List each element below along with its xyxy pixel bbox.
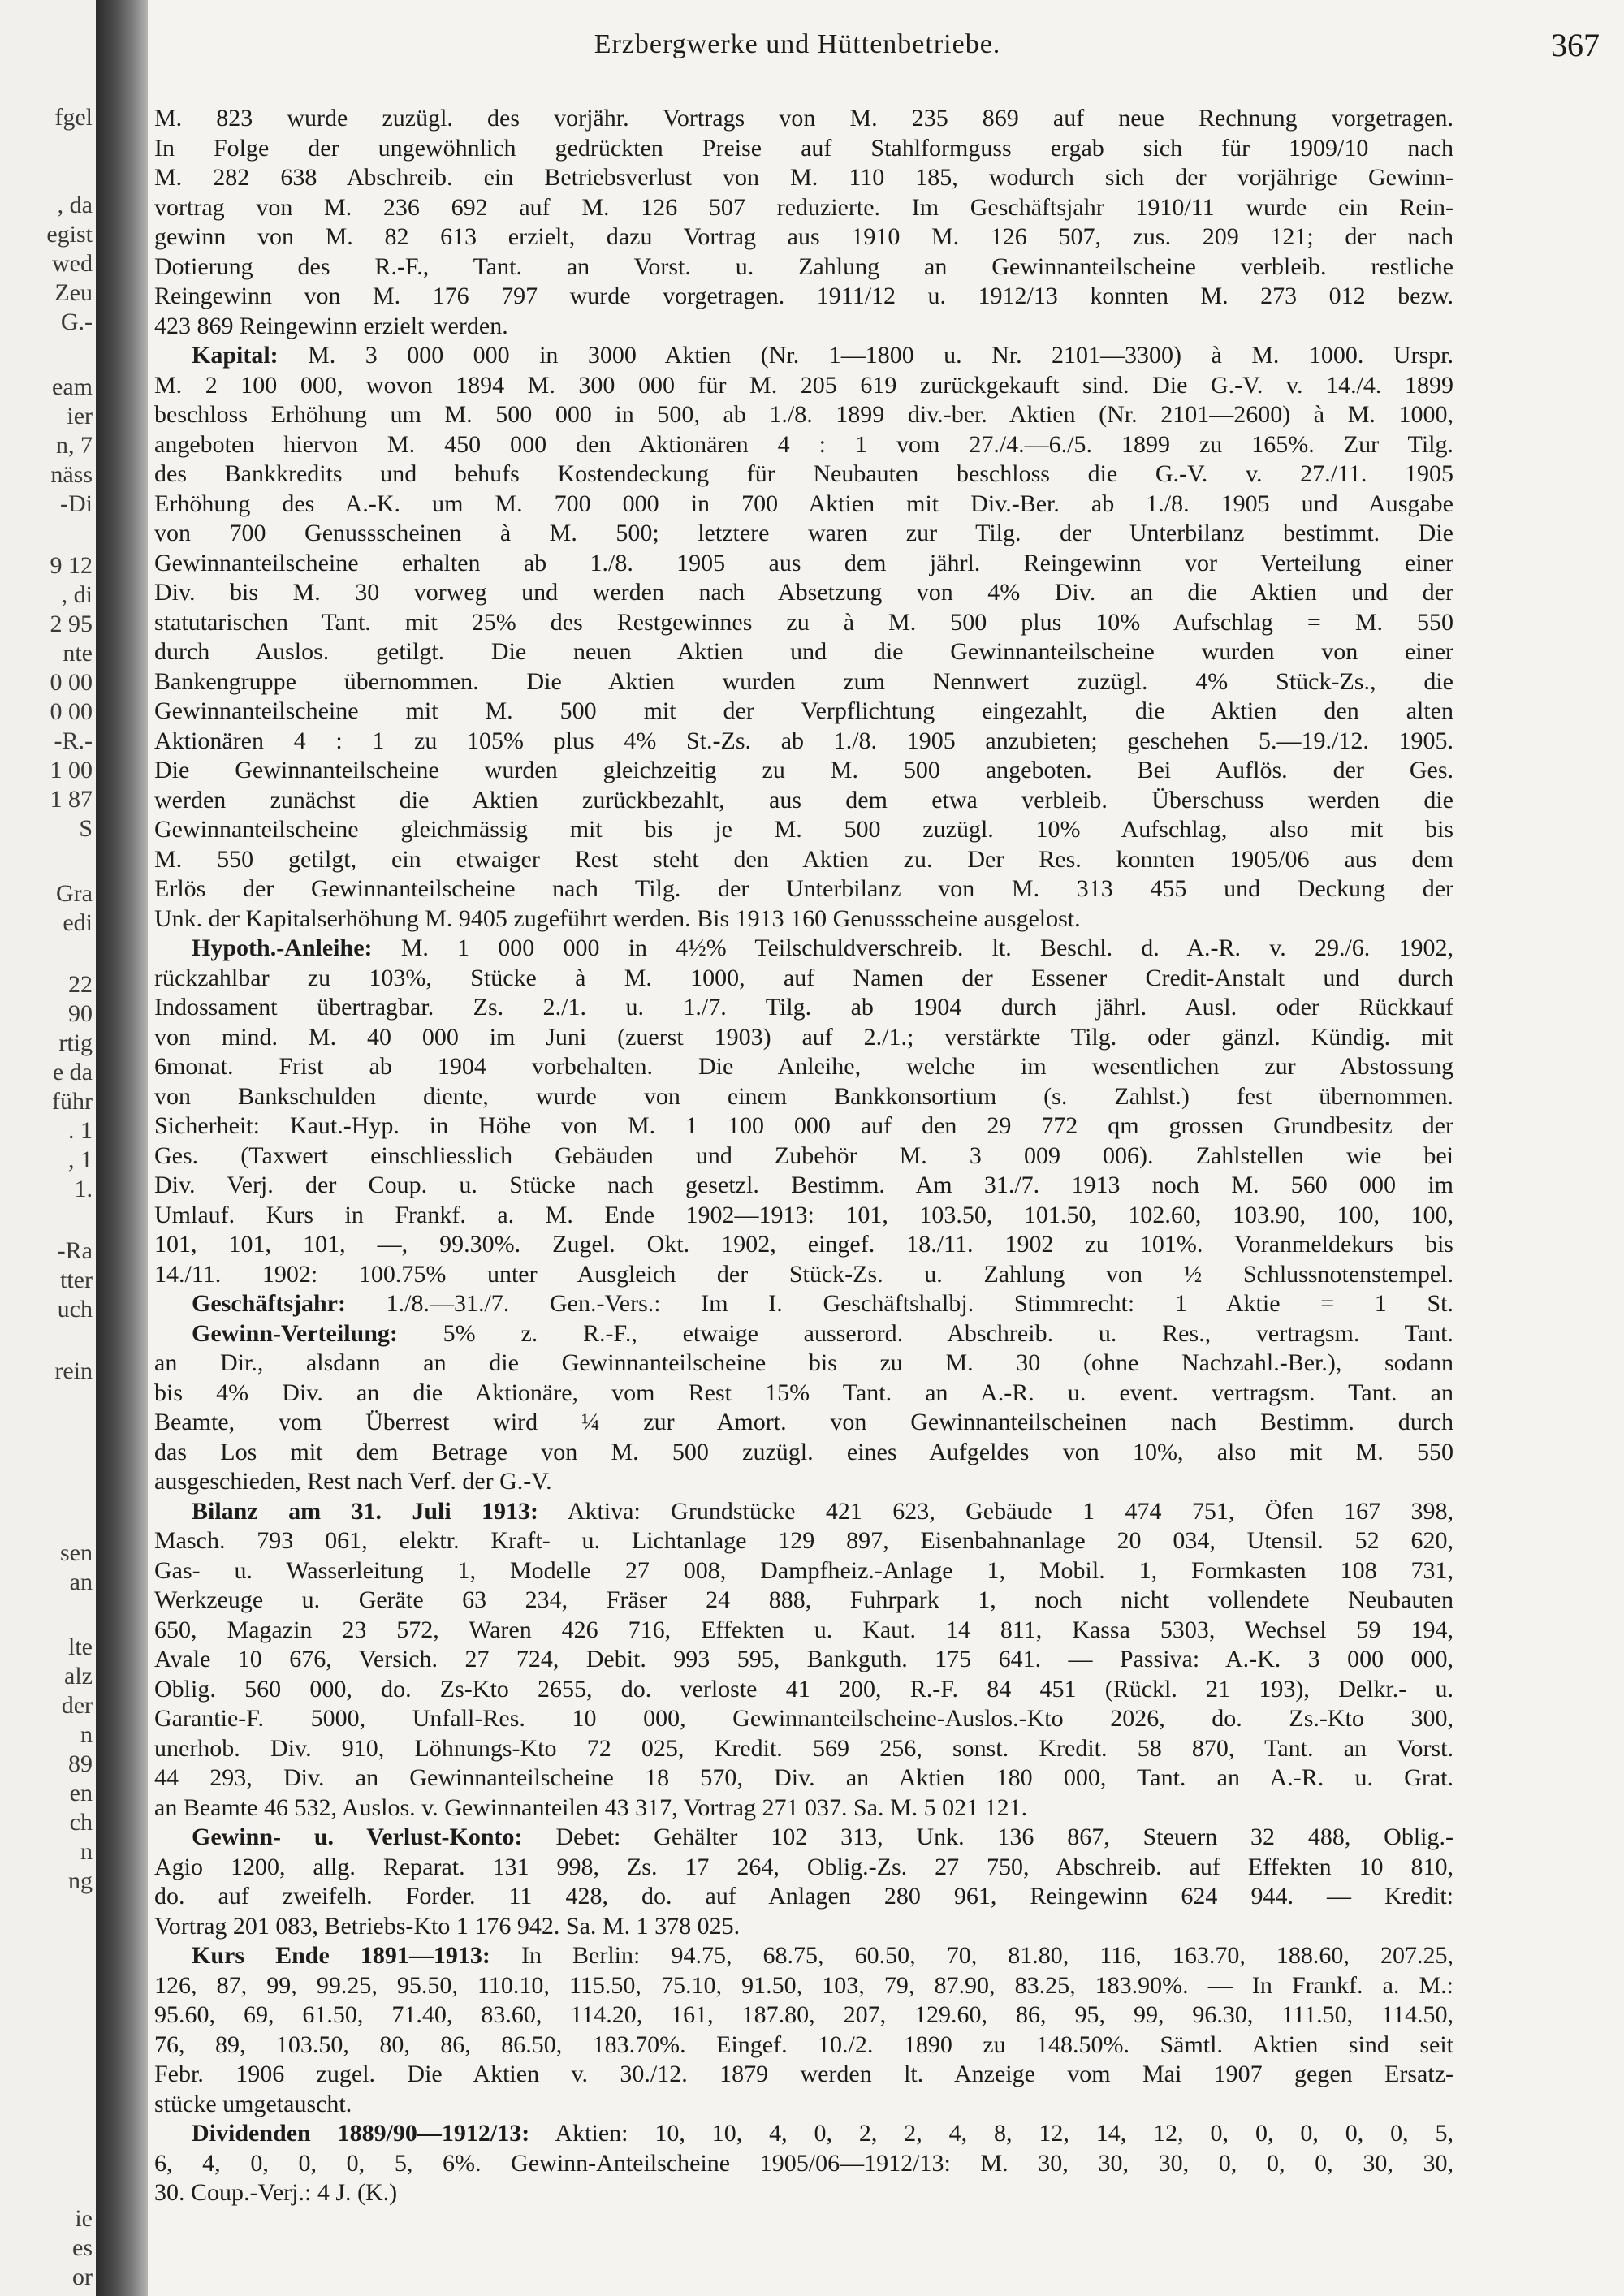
text-line — [154, 1675, 1453, 1705]
text-line — [154, 1971, 1453, 2001]
text-line — [154, 371, 1453, 401]
fragment-text: der — [61, 1692, 93, 1719]
previous-page-fragment — [0, 0, 96, 2296]
line-text: an Beamte 46 532, Auslos. v. Gewinnanteilen 43 317, Vortrag 271 037. Sa. M. 5 021 121. — [154, 1793, 1028, 1821]
section-line — [154, 934, 1453, 964]
line-text: Gewinnanteilscheine gleichmässig mit bis je M. 500 zuzügl. 10% Aufschlag, also mit bis — [154, 816, 1453, 843]
line-text: Div. bis M. 30 vorweg und werden nach Absetzung von 4% Div. an die Aktien und der — [154, 579, 1453, 606]
text-line — [154, 1645, 1453, 1675]
fragment-text: 2 95 — [50, 611, 93, 637]
text-line — [154, 1586, 1453, 1616]
line-text: Garantie-F. 5000, Unfall-Res. 10 000, Gewinnanteilscheine-Auslos.-Kto 2026, do. Zs.-Kto 300, — [154, 1705, 1453, 1732]
line-text: M. 3 000 000 in 3000 Aktien (Nr. 1—1800 u. Nr. 2101—3300) à M. 1000. Urspr. — [278, 342, 1453, 369]
text-line — [154, 904, 1453, 934]
fragment-text: G.- — [60, 309, 93, 335]
line-text: ausgeschieden, Rest nach Verf. der G.-V. — [154, 1468, 552, 1495]
fragment-text: en — [69, 1780, 93, 1806]
line-text: Aktiva: Grundstücke 421 623, Gebäude 1 474 751, Öfen 167 398, — [538, 1497, 1453, 1525]
running-head: Erzbergwerke und Hüttenbetriebe. — [594, 29, 1001, 59]
text-line — [154, 1734, 1453, 1764]
fragment-text: 0 00 — [50, 669, 93, 696]
line-text: Erlös der Gewinnanteilscheine nach Tilg. der Unterbilanz von M. 313 455 und Deckung der — [154, 875, 1453, 902]
line-text: Aktionären 4 : 1 zu 105% plus 4% St.-Zs. ab 1./8. 1905 anzubieten; geschehen 5.—19./12. 1905. — [154, 727, 1453, 754]
section-heading: Kurs Ende 1891—1913: — [192, 1942, 490, 1969]
text-line — [154, 815, 1453, 845]
text-line — [154, 1467, 1453, 1497]
fragment-text: rtig — [58, 1029, 93, 1056]
text-line — [154, 193, 1453, 223]
fragment-text: tter — [60, 1267, 93, 1293]
text-line — [154, 964, 1453, 994]
section-line — [154, 341, 1453, 371]
fragment-text: , di — [61, 581, 93, 608]
text-line — [154, 490, 1453, 520]
fragment-text: führ — [52, 1088, 93, 1115]
line-text: M. 282 638 Abschreib. ein Betriebsverlust von M. 110 185, wodurch sich der vorjährige Gewinn- — [154, 164, 1453, 191]
line-text: vortrag von M. 236 692 auf M. 126 507 reduzierte. Im Geschäftsjahr 1910/11 wurde ein Rein- — [154, 193, 1453, 221]
line-text: Indossament übertragbar. Zs. 2./1. u. 1./7. Tilg. ab 1904 durch jährl. Ausl. oder Rückkauf — [154, 994, 1453, 1021]
fragment-text: , da — [57, 192, 93, 218]
line-text: do. auf zweifelh. Forder. 11 428, do. auf Anlagen 280 961, Reingewinn 624 944. — Kredit: — [154, 1883, 1453, 1910]
line-text: 1./8.—31./7. Gen.-Vers.: Im I. Geschäftshalbj. Stimmrecht: 1 Aktie = 1 St. — [345, 1290, 1453, 1317]
text-line — [154, 786, 1453, 816]
line-text: In Berlin: 94.75, 68.75, 60.50, 70, 81.80, 116, 163.70, 188.60, 207.25, — [490, 1942, 1453, 1969]
page-number: 367 — [1551, 27, 1600, 63]
text-line — [154, 1349, 1453, 1379]
fragment-text: Zeu — [54, 279, 93, 306]
line-text: Werkzeuge u. Geräte 63 234, Fräser 24 888, Fuhrpark 1, noch nicht vollendete Neubauten — [154, 1586, 1453, 1613]
section-line — [154, 1823, 1453, 1853]
fragment-text: n, 7 — [56, 432, 93, 459]
section-line — [154, 1941, 1453, 1971]
text-line — [154, 1882, 1453, 1912]
fragment-text: n — [80, 1721, 93, 1748]
line-text: Bankengruppe übernommen. Die Aktien wurden zum Nennwert zuzügl. 4% Stück-Zs., die — [154, 667, 1453, 695]
fragment-text: 9 12 — [50, 552, 93, 579]
fragment-text: näss — [50, 461, 93, 488]
line-text: 76, 89, 103.50, 80, 86, 86.50, 183.70%. Eingef. 10./2. 1890 zu 148.50%. Sämtl. Aktien sind seit — [154, 2031, 1453, 2058]
fragment-text: ie — [75, 2205, 93, 2232]
section-line — [154, 2119, 1453, 2149]
section-heading: Gewinn- u. Verlust-Konto: — [192, 1823, 523, 1850]
text-line — [154, 1052, 1453, 1082]
line-text: M. 1 000 000 in 4½% Teilschuldverschreib. lt. Beschl. d. A.-R. v. 29./6. 1902, — [372, 934, 1453, 961]
fragment-text: lte — [68, 1634, 93, 1660]
line-text: 95.60, 69, 61.50, 71.40, 83.60, 114.20, 161, 187.80, 207, 129.60, 86, 95, 99, 96.30, 111.50, 114.50, — [154, 2001, 1453, 2028]
text-line — [154, 252, 1453, 283]
line-text: 44 293, Div. an Gewinnanteilscheine 18 570, Div. an Aktien 180 000, Tant. an A.-R. u. Grat. — [154, 1764, 1453, 1791]
text-line — [154, 1201, 1453, 1231]
text-line — [154, 163, 1453, 193]
text-line — [154, 2090, 1453, 2120]
text-line — [154, 282, 1453, 312]
line-text: statutarischen Tant. mit 25% des Restgewinnes zu à M. 500 plus 10% Aufschlag = M. 550 — [154, 608, 1453, 636]
text-line — [154, 312, 1453, 342]
text-line — [154, 1408, 1453, 1438]
fragment-text: . 1 — [68, 1117, 93, 1144]
line-text: beschloss Erhöhung um M. 500 000 in 500, ab 1./8. 1899 div.-ber. Aktien (Nr. 2101—2600) à M. 1000, — [154, 401, 1453, 428]
line-text: Dotierung des R.-F., Tant. an Vorst. u. Zahlung an Gewinnanteilscheine verbleib. restliche — [154, 252, 1453, 280]
text-line — [154, 1171, 1453, 1201]
text-line — [154, 1111, 1453, 1142]
line-text: M. 2 100 000, wovon 1894 M. 300 000 für M. 205 619 zurückgekauft sind. Die G.-V. v. 14./4. 1899 — [154, 371, 1453, 399]
section-heading: Hypoth.-Anleihe: — [192, 934, 373, 961]
fragment-text: e da — [52, 1059, 93, 1085]
text-line — [154, 2060, 1453, 2090]
line-text: rückzahlbar zu 103%, Stücke à M. 1000, auf Namen der Essener Credit-Anstalt und durch — [154, 964, 1453, 991]
line-text: angeboten hiervon M. 450 000 den Aktionären 4 : 1 vom 27./4.—6./5. 1899 zu 165%. Zur Tilg. — [154, 430, 1453, 458]
line-text: von Bankschulden diente, wurde von einem Bankkonsortium (s. Zahlst.) fest übernommen. — [154, 1082, 1453, 1110]
text-line — [154, 1260, 1453, 1290]
line-text: In Folge der ungewöhnlich gedrückten Preise auf Stahlformguss ergab sich für 1909/10 nach — [154, 134, 1453, 162]
text-line — [154, 1438, 1453, 1468]
line-text: Vortrag 201 083, Betriebs-Kto 1 176 942. Sa. M. 1 378 025. — [154, 1912, 741, 1940]
text-line — [154, 1763, 1453, 1793]
section-heading: Geschäftsjahr: — [192, 1290, 346, 1317]
fragment-text: an — [69, 1569, 93, 1595]
fragment-text: es — [72, 2234, 93, 2261]
fragment-text: eam — [52, 373, 93, 400]
text-line — [154, 104, 1453, 134]
section-heading: Gewinn-Verteilung: — [192, 1319, 398, 1347]
fragment-text: -Di — [60, 490, 93, 517]
line-text: an Dir., alsdann an die Gewinnanteilscheine bis zu M. 30 (ohne Nachzahl.-Ber.), sodann — [154, 1349, 1453, 1376]
text-line — [154, 667, 1453, 697]
fragment-text: 22 — [68, 971, 93, 998]
line-text: Unk. der Kapitalserhöhung M. 9405 zugeführt werden. Bis 1913 160 Genussscheine ausgelost. — [154, 904, 1081, 932]
fragment-text: rein — [54, 1357, 93, 1384]
fragment-text: 0 00 — [50, 698, 93, 725]
section-line — [154, 1497, 1453, 1527]
line-text: Ges. (Taxwert einschliesslich Gebäuden und Zubehör M. 3 009 006). Zahlstellen wie bei — [154, 1142, 1453, 1169]
line-text: werden zunächst die Aktien zurückbezahlt, aus dem etwa verbleib. Überschuss werden die — [154, 786, 1453, 814]
text-line — [154, 1704, 1453, 1734]
text-line — [154, 1023, 1453, 1053]
line-text: 5% z. R.-F., etwaige ausserord. Abschreib. u. Res., vertragsm. Tant. — [397, 1319, 1453, 1347]
line-text: Erhöhung des A.-K. um M. 700 000 in 700 Aktien mit Div.-Ber. ab 1./8. 1905 und Ausgabe — [154, 490, 1453, 517]
text-line — [154, 2149, 1453, 2179]
book-gutter — [96, 0, 148, 2296]
text-line — [154, 1853, 1453, 1883]
fragment-text: ier — [67, 403, 93, 429]
fragment-text: 1 00 — [50, 757, 93, 783]
fragment-text: ch — [69, 1809, 93, 1836]
line-text: gewinn von M. 82 613 erzielt, dazu Vortrag aus 1910 M. 126 507, zus. 209 121; der nach — [154, 223, 1453, 250]
text-line — [154, 400, 1453, 430]
fragment-text: 89 — [68, 1750, 93, 1777]
line-text: 423 869 Reingewinn erzielt werden. — [154, 312, 508, 339]
text-line — [154, 549, 1453, 579]
line-text: 126, 87, 99, 99.25, 95.50, 110.10, 115.50, 75.10, 91.50, 103, 79, 87.90, 83.25, 183.90%. — In Frankf. a. M.: — [154, 1971, 1453, 1999]
line-text: Avale 10 676, Versich. 27 724, Debit. 993 595, Bankguth. 175 641. — Passiva: A.-K. 3 000 000, — [154, 1646, 1453, 1672]
section-heading: Kapital: — [192, 342, 279, 369]
line-text: Gas- u. Wasserleitung 1, Modelle 27 008, Dampfheiz.-Anlage 1, Mobil. 1, Formkasten 108 731, — [154, 1556, 1453, 1584]
line-text: M. 550 getilgt, ein etwaiger Rest steht den Aktien zu. Der Res. konnten 1905/06 aus dem — [154, 845, 1453, 873]
line-text: unerhob. Div. 910, Löhnungs-Kto 72 025, Kredit. 569 256, sonst. Kredit. 58 870, Tant. an Vorst. — [154, 1734, 1453, 1762]
fragment-text: ng — [68, 1867, 93, 1894]
line-text: Sicherheit: Kaut.-Hyp. in Höhe von M. 1 100 000 auf den 29 772 qm grossen Grundbesitz der — [154, 1112, 1453, 1139]
line-text: Oblig. 560 000, do. Zs-Kto 2655, do. verloste 41 200, R.-F. 84 451 (Rückl. 21 193), Delkr.- u. — [154, 1675, 1453, 1703]
text-line — [154, 756, 1453, 786]
line-text: Gewinnanteilscheine erhalten ab 1./8. 1905 aus dem jährl. Reingewinn vor Verteilung einer — [154, 549, 1453, 576]
section-heading: Dividenden 1889/90—1912/13: — [192, 2120, 530, 2147]
fragment-text: edi — [63, 909, 93, 936]
line-text: Aktien: 10, 10, 4, 0, 2, 2, 4, 8, 12, 14, 12, 0, 0, 0, 0, 0, 5, — [529, 2120, 1453, 2147]
text-body — [154, 104, 1453, 2208]
text-line — [154, 1793, 1453, 1823]
fragment-text: or — [72, 2264, 93, 2290]
text-line — [154, 993, 1453, 1023]
section-heading: Bilanz am 31. Juli 1913: — [192, 1497, 539, 1525]
text-line — [154, 1142, 1453, 1172]
text-line — [154, 578, 1453, 608]
text-line — [154, 1230, 1453, 1260]
line-text: das Los mit dem Betrage von M. 500 zuzügl. eines Aufgeldes von 10%, also mit M. 550 — [154, 1438, 1453, 1465]
fragment-text: fgel — [54, 104, 93, 131]
text-line — [154, 2000, 1453, 2031]
line-text: Debet: Gehälter 102 313, Unk. 136 867, Steuern 32 488, Oblig.- — [522, 1823, 1453, 1850]
line-text: stücke umgetauscht. — [154, 2090, 352, 2117]
fragment-text: , 1 — [68, 1146, 93, 1173]
line-text: 650, Magazin 23 572, Waren 426 716, Effekten u. Kaut. 14 811, Kassa 5303, Wechsel 59 194, — [154, 1616, 1453, 1643]
fragment-text: 1. — [74, 1176, 93, 1202]
text-line — [154, 222, 1453, 252]
line-text: Reingewinn von M. 176 797 wurde vorgetragen. 1911/12 u. 1912/13 konnten M. 273 012 bezw. — [154, 283, 1453, 309]
document-page — [148, 0, 1624, 2296]
text-line — [154, 1616, 1453, 1646]
line-text: bis 4% Div. an die Aktionäre, vom Rest 15% Tant. an A.-R. u. event. vertragsm. Tant. an — [154, 1379, 1453, 1406]
fragment-text: wed — [52, 250, 93, 277]
fragment-text: n — [80, 1838, 93, 1865]
line-text: Agio 1200, allg. Reparat. 131 998, Zs. 17 264, Oblig.-Zs. 27 750, Abschreib. auf Effekten 10 810, — [154, 1853, 1453, 1880]
line-text: 6monat. Frist ab 1904 vorbehalten. Die Anleihe, welche im wesentlichen zur Abstossung — [154, 1053, 1453, 1080]
text-line — [154, 1912, 1453, 1942]
line-text: Die Gewinnanteilscheine wurden gleichzeitig zu M. 500 angeboten. Bei Auflös. der Ges. — [154, 757, 1453, 783]
line-text: 30. Coup.-Verj.: 4 J. (K.) — [154, 2179, 398, 2206]
fragment-text: egist — [46, 221, 93, 248]
line-text: Masch. 793 061, elektr. Kraft- u. Lichtanlage 129 897, Eisenbahnanlage 20 034, Utensil. 52 620, — [154, 1527, 1453, 1554]
fragment-text: S — [79, 815, 93, 842]
fragment-text: Gra — [56, 880, 93, 907]
line-text: Beamte, vom Überrest wird ¼ zur Amort. von Gewinnanteilscheinen nach Bestimm. durch — [154, 1409, 1453, 1435]
text-line — [154, 1526, 1453, 1556]
fragment-text: nte — [63, 640, 93, 667]
line-text: Gewinnanteilscheine mit M. 500 mit der Verpflichtung eingezahlt, die Aktien den alten — [154, 697, 1453, 724]
line-text: 101, 101, 101, —, 99.30%. Zugel. Okt. 1902, eingef. 18./11. 1902 zu 101%. Voranmeldekurs bis — [154, 1231, 1453, 1258]
fragment-text: -Ra — [57, 1237, 93, 1264]
text-line — [154, 519, 1453, 549]
text-line — [154, 1556, 1453, 1586]
line-text: Div. Verj. der Coup. u. Stücke nach gesetzl. Bestimm. Am 31./7. 1913 noch M. 560 000 im — [154, 1172, 1453, 1198]
section-line — [154, 1289, 1453, 1319]
line-text: 6, 4, 0, 0, 0, 5, 6%. Gewinn-Anteilscheine 1905/06—1912/13: M. 30, 30, 30, 0, 0, 0, 30, 30, — [154, 2149, 1453, 2177]
text-line — [154, 845, 1453, 875]
text-line — [154, 608, 1453, 638]
text-line — [154, 1379, 1453, 1409]
text-line — [154, 430, 1453, 460]
line-text: Umlauf. Kurs in Frankf. a. M. Ende 1902—1913: 101, 103.50, 101.50, 102.60, 103.90, 100, 100, — [154, 1201, 1453, 1228]
line-text: durch Auslos. getilgt. Die neuen Aktien und die Gewinnanteilscheine wurden von einer — [154, 638, 1453, 665]
fragment-text: uch — [57, 1296, 93, 1323]
fragment-text: -R.- — [54, 727, 93, 754]
line-text: M. 823 wurde zuzügl. des vorjähr. Vortrags von M. 235 869 auf neue Rechnung vorgetragen. — [154, 105, 1453, 132]
text-line — [154, 637, 1453, 667]
text-line — [154, 2178, 1453, 2208]
line-text: 14./11. 1902: 100.75% unter Ausgleich der Stück-Zs. u. Zahlung von ½ Schlussnotenstempel. — [154, 1260, 1453, 1288]
fragment-text: sen — [60, 1539, 93, 1566]
line-text: von 700 Genussscheinen à M. 500; letztere waren zur Tilg. der Unterbilanz bestimmt. Die — [154, 520, 1453, 546]
line-text: des Bankkredits und behufs Kostendeckung für Neubauten beschloss die G.-V. v. 27./11. 1905 — [154, 460, 1453, 487]
text-line — [154, 874, 1453, 904]
text-line — [154, 697, 1453, 727]
line-text: von mind. M. 40 000 im Juni (zuerst 1903) auf 2./1.; verstärkte Tilg. oder gänzl. Kündig. mit — [154, 1023, 1453, 1051]
fragment-text: 90 — [68, 1000, 93, 1027]
text-line — [154, 460, 1453, 490]
text-line — [154, 727, 1453, 757]
section-line — [154, 1319, 1453, 1349]
fragment-text: 1 87 — [50, 786, 93, 813]
text-line — [154, 134, 1453, 164]
text-line — [154, 2031, 1453, 2061]
text-line — [154, 1082, 1453, 1112]
fragment-text: alz — [64, 1663, 93, 1690]
line-text: Febr. 1906 zugel. Die Aktien v. 30./12. 1879 werden lt. Anzeige vom Mai 1907 gegen Ersatz- — [154, 2061, 1453, 2087]
